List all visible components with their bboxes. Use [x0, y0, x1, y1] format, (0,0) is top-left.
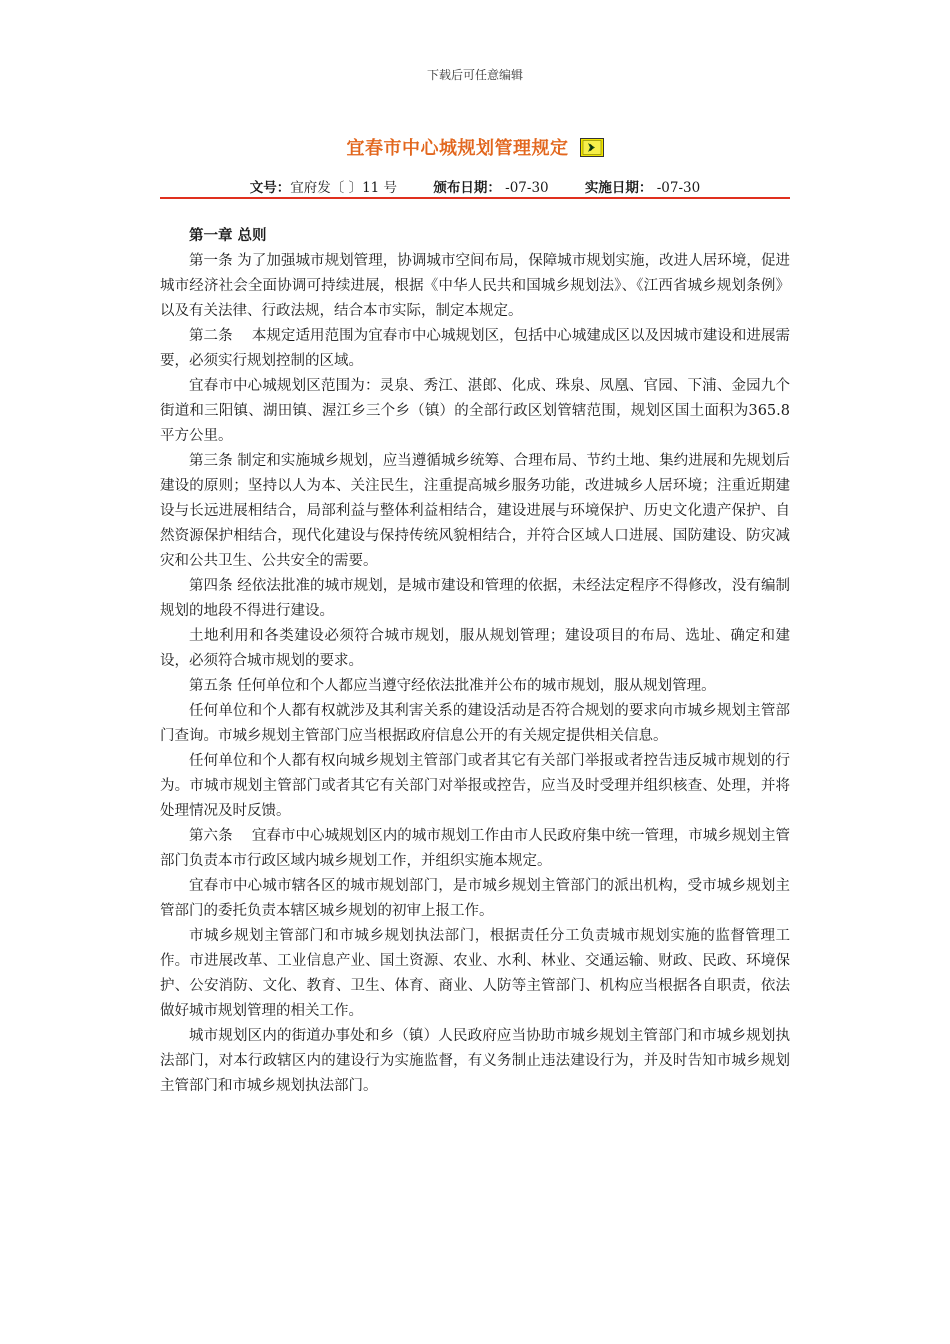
paragraph: 第六条 宜春市中心城规划区内的城市规划工作由市人民政府集中统一管理，市城乡规划主管部门负责本市行政区域内城乡规划工作，并组织实施本规定。 [160, 828, 790, 869]
doc-number [250, 176, 397, 196]
paragraph: 第五条 任何单位和个人都应当遵守经依法批准并公布的城市规划，服从规划管理。 [189, 678, 716, 694]
paragraph: 宜春市中心城市辖各区的城市规划部门，是市城乡规划主管部门的派出机构，受市城乡规划主管部门的委托负责本辖区城乡规划的初审上报工作。 [160, 878, 790, 919]
document-meta [0, 176, 950, 196]
paragraph: 第二条 本规定适用范围为宜春市中心城规划区，包括中心城建成区以及因城市建设和进展需要，必须实行规划控制的区域。 [160, 328, 790, 369]
document-title: 宜春市中心城规划管理规定 [346, 138, 569, 159]
effective-date-value: -07-30 [656, 180, 701, 196]
paragraph: 市城乡规划主管部门和市城乡规划执法部门，根据责任分工负责城市规划实施的监督管理工作。市进展改革、工业信息产业、国土资源、农业、水利、林业、交通运输、财政、民政、环境保护、公安消防、文化、教育、卫生、体育、商业、人防等主管部门、机构应当根据各自职责，依法做好城市规划管理的相关工作。 [160, 928, 790, 1019]
paragraph: 第一条 为了加强城市规划管理，协调城市空间布局，保障城市规划实施，改进人居环境，促进城市经济社会全面协调可持续进展，根据《中华人民共和国城乡规划法》、《江西省城乡规划条例》以及有关法律、行政法规，结合本市实际，制定本规定。 [160, 253, 790, 319]
title-divider [160, 197, 790, 199]
chapter-heading: 第一章 总则 [189, 228, 267, 244]
document-body [160, 224, 790, 1099]
effective-date [585, 176, 700, 196]
paragraph: 土地利用和各类建设必须符合城市规划，服从规划管理；建设项目的布局、选址、确定和建设，必须符合城市规划的要求。 [160, 628, 790, 669]
doc-number-value: 宜府发〔 〕11 号 [290, 180, 398, 196]
paragraph: 第四条 经依法批准的城市规划，是城市建设和管理的依据，未经法定程序不得修改，没有编制规划的地段不得进行建设。 [160, 578, 790, 619]
paragraph: 城市规划区内的街道办事处和乡（镇）人民政府应当协助市城乡规划主管部门和市城乡规划执法部门，对本行政辖区内的建设行为实施监督，有义务制止违法建设行为，并及时告知市城乡规划主管部门和市城乡规划执法部门。 [160, 1028, 790, 1094]
arrow-link-icon[interactable] [580, 138, 604, 157]
paragraph: 任何单位和个人都有权就涉及其利害关系的建设活动是否符合规划的要求向市城乡规划主管部门查询。市城乡规划主管部门应当根据政府信息公开的有关规定提供相关信息。 [160, 703, 790, 744]
paragraph: 第三条 制定和实施城乡规划，应当遵循城乡统筹、合理布局、节约土地、集约进展和先规划后建设的原则；坚持以人为本、关注民生，注重提高城乡服务功能，改进城乡人居环境；注重近期建设与长远进展相结合，局部利益与整体利益相结合，建设进展与环境保护、历史文化遗产保护、自然资源保护相结合，现代化建设与保持传统风貌相结合，并符合区域人口进展、国防建设、防灾减灾和公共卫生、公共安全的需要。 [160, 453, 790, 569]
issue-date-value: -07-30 [505, 180, 549, 196]
issue-date-label: 颁布日期： [433, 180, 501, 196]
paragraph: 宜春市中心城规划区范围为：灵泉、秀江、湛郎、化成、珠泉、凤凰、官园、下浦、金园九个街道和三阳镇、湖田镇、渥江乡三个乡（镇）的全部行政区划管辖范围，规划区国土面积为365.8平方公里。 [160, 378, 790, 444]
paragraph: 任何单位和个人都有权向城乡规划主管部门或者其它有关部门举报或者控告违反城市规划的行为。市城市规划主管部门或者其它有关部门对举报或控告，应当及时受理并组织核查、处理，并将处理情况及时反馈。 [160, 753, 790, 819]
title-row [0, 134, 950, 160]
doc-number-label: 文号： [249, 180, 291, 196]
page-header-note: 下载后可任意编辑 [426, 68, 523, 82]
effective-date-label: 实施日期： [584, 180, 653, 196]
issue-date [433, 176, 548, 196]
